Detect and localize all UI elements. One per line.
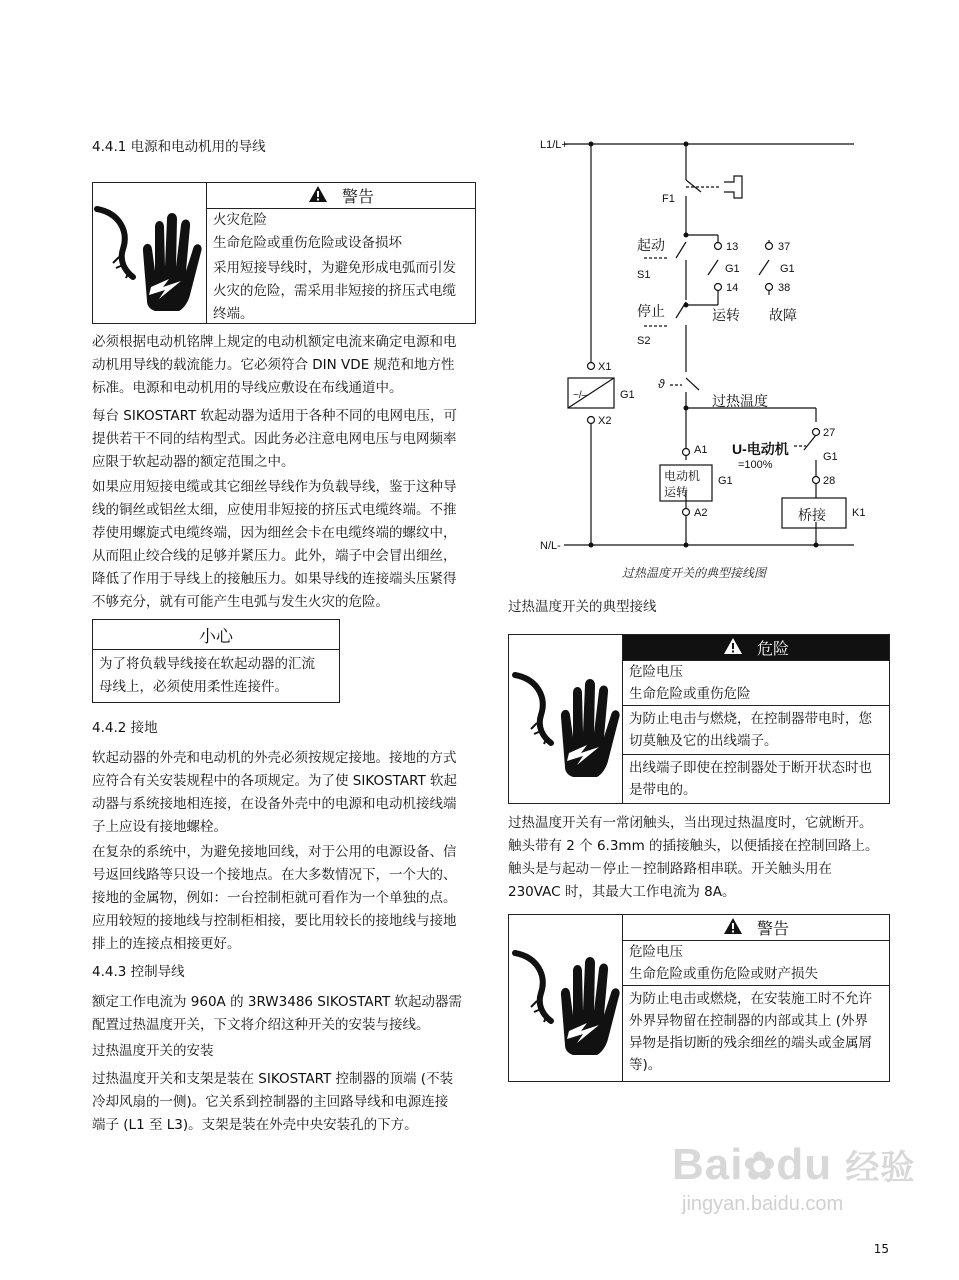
danger-body-line: 是带电的。 — [629, 782, 697, 798]
text-line: 必须根据电动机铭牌上规定的电动机额定电流来确定电源和电 — [92, 334, 457, 350]
paragraph — [92, 747, 482, 839]
paragraph — [508, 812, 894, 904]
label-a1: A1 — [694, 444, 708, 456]
section-heading-443: 4.4.3 控制导线 — [92, 964, 185, 980]
hazard-text: 火灾危险 — [213, 212, 267, 228]
right-heading: 过热温度开关的典型接线 — [508, 599, 657, 615]
warning-triangle-icon — [308, 185, 328, 207]
label-l1: L1/L+ — [540, 139, 568, 151]
shock-hazard-icon — [509, 915, 623, 1081]
text-line: 过热温度开关和支架是装在 SIKOSTART 控制器的顶端 (不装 — [92, 1071, 454, 1087]
watermark-brand-cn: 经验 — [845, 1149, 916, 1187]
inverter-symbol: ~/– — [573, 390, 588, 401]
text-line: 线的铜丝或铝丝太细，应使用非短接的挤压式电缆终端。不推 — [92, 502, 457, 518]
caution-line: 母线上，必须使用柔性连接件。 — [99, 679, 288, 695]
text-line: 提供若干不同的结构型式。因此务必注意电网电压与电网频率 — [92, 431, 457, 447]
paragraph — [92, 331, 482, 400]
hazard-text: 危险电压 — [629, 664, 683, 680]
consequence-text: 生命危险或重伤危险 — [629, 686, 751, 702]
label-umotor: U-电动机 — [732, 441, 789, 457]
label-pct: =100% — [738, 459, 773, 471]
diagram-caption: 过热温度开关的典型接线图 — [622, 566, 767, 580]
warning-title: 警告 — [756, 919, 789, 938]
shock-hazard-icon — [509, 635, 623, 803]
text-line: 额定工作电流为 960A 的 3RW3486 SIKOSTART 软起动器需 — [92, 994, 463, 1010]
label-bypass: 桥接 — [798, 507, 826, 523]
text-line: 触头带有 2 个 6.3mm 的插接触头，以便插接在控制回路上。 — [508, 838, 879, 854]
paragraph — [92, 476, 482, 614]
warning-body-line: 异物是指切断的残余细丝的端头或金属屑 — [629, 1035, 872, 1051]
label-s2: S2 — [637, 335, 651, 347]
label-x2: X2 — [598, 415, 612, 427]
label-13: 13 — [726, 241, 739, 253]
danger-body-line: 出线端子即使在控制器处于断开状态时也 — [629, 760, 872, 776]
paragraph — [92, 991, 482, 1037]
text-line: 在复杂的系统中，为避免接地回线，对于公用的电源设备、信 — [92, 844, 457, 860]
text-line: 不够充分，就有可能产生电弧与发生火灾的危险。 — [92, 594, 389, 610]
label-x1: X1 — [598, 361, 612, 373]
text-line: 应符合有关安装规程中的各项规定。为了使 SIKOSTART 软起 — [92, 773, 458, 789]
label-motor-run: 电动机 — [664, 469, 701, 483]
label-k1: K1 — [852, 507, 866, 519]
text-line: 触头是与起动－停止－控制路路相串联。开关触头用在 — [508, 861, 832, 877]
label-overheat: 过热温度 — [712, 393, 768, 409]
label-g1: G1 — [823, 451, 838, 463]
text-line: 降低了作用于导线上的接触压力。如果导线的连接端头压紧得 — [92, 571, 457, 587]
consequence-text: 生命危险或重伤危险或设备损坏 — [213, 235, 402, 251]
caution-line: 为了将负载导线接在软起动器的汇流 — [99, 656, 315, 672]
subheading: 过热温度开关的安装 — [92, 1043, 214, 1059]
page-number: 15 — [873, 1242, 889, 1256]
paragraph — [92, 405, 482, 474]
text-line: 软起动器的外壳和电动机的外壳必须按规定接地。接地的方式 — [92, 750, 457, 766]
paragraph — [92, 1068, 482, 1137]
section-heading-442: 4.4.2 接地 — [92, 720, 158, 736]
shock-hazard-icon — [93, 183, 207, 323]
watermark-brand: Bai — [672, 1140, 744, 1189]
label-27: 27 — [823, 427, 836, 439]
hazard-text: 危险电压 — [629, 944, 683, 960]
paragraph — [92, 841, 482, 956]
warning-box-fire — [92, 182, 476, 324]
warning-body-line: 火灾的危险，需采用非短接的挤压式电缆 — [213, 283, 456, 299]
warning-triangle-icon — [723, 637, 743, 659]
danger-body-line: 为防止电击与燃烧，在控制器带电时，您 — [629, 711, 872, 727]
text-line: 过热温度开关有一常闭触头，当出现过热温度时，它就断开。 — [508, 815, 873, 831]
danger-title: 危险 — [756, 639, 789, 658]
label-14: 14 — [726, 282, 739, 294]
label-theta: ϑ — [658, 377, 665, 391]
label-nl: N/L- — [540, 540, 561, 552]
label-fault: 故障 — [769, 307, 797, 323]
danger-header — [623, 635, 889, 661]
label-g1: G1 — [725, 263, 740, 275]
warning-body-line: 外界异物留在控制器的内部或其上 (外界 — [629, 1013, 869, 1029]
label-f1: F1 — [662, 193, 675, 205]
warning-header — [207, 183, 475, 209]
text-line: 动器与系统接地相连接，在设备外壳中的电源和电动机接线端 — [92, 796, 457, 812]
text-line: 冷却风扇的一侧)。它关系到控制器的主回路导线和电源连接 — [92, 1094, 449, 1110]
watermark-brand: du — [776, 1140, 833, 1189]
warning-box-voltage — [508, 914, 890, 1082]
text-line: 荐使用螺旋式电缆终端，因为细丝会卡在电缆终端的螺纹中， — [92, 525, 457, 541]
label-run: 运转 — [712, 307, 740, 323]
text-line: 如果应用短接电缆或其它细丝导线作为负载导线，鉴于这种导 — [92, 479, 457, 495]
text-line: 230VAC 时，其最大工作电流为 8A。 — [508, 884, 736, 900]
text-line: 每台 SIKOSTART 软起动器为适用于各种不同的电网电压，可 — [92, 408, 458, 424]
text-line: 接地的金属物，例如：一台控制柜就可看作为一个单独的点。 — [92, 890, 457, 906]
warning-body-line: 采用短接导线时，为避免形成电弧而引发 — [213, 260, 456, 276]
text-line: 子上应设有接地螺栓。 — [92, 819, 227, 835]
label-37: 37 — [778, 241, 791, 253]
wiring-diagram — [536, 130, 866, 560]
watermark-url: jingyan.baidu.com — [682, 1193, 844, 1215]
label-g1: G1 — [718, 475, 733, 487]
text-line: 端子 (L1 至 L3)。支架是装在外壳中央安装孔的下方。 — [92, 1117, 418, 1133]
warning-body-line: 等)。 — [629, 1057, 662, 1073]
text-line: 动机用导线的载流能力。它必须符合 DIN VDE 规范和地方性 — [92, 357, 455, 373]
text-line: 标准。电源和电动机用的导线应敷设在布线通道中。 — [92, 380, 403, 396]
text-line: 配置过热温度开关，下文将介绍这种开关的安装与接线。 — [92, 1017, 430, 1033]
label-g1: G1 — [620, 389, 635, 401]
warning-triangle-icon — [723, 917, 743, 939]
label-motor-run: 运转 — [664, 485, 689, 499]
label-stop: 停止 — [637, 303, 665, 319]
danger-box — [508, 634, 890, 804]
label-a2: A2 — [694, 507, 708, 519]
text-line: 应限于软起动器的额定范围之中。 — [92, 454, 295, 470]
baidu-watermark — [672, 1140, 915, 1216]
text-line: 应用较短的接地线与控制柜相接，要比用较长的接地线与接地 — [92, 913, 457, 929]
label-38: 38 — [778, 282, 791, 294]
warning-body-line: 为防止电击或燃烧，在安装施工时不允许 — [629, 991, 872, 1007]
warning-body-line: 终端。 — [213, 306, 254, 322]
label-28: 28 — [823, 475, 836, 487]
text-line: 排上的连接点相接更好。 — [92, 936, 241, 952]
section-heading-441: 4.4.1 电源和电动机用的导线 — [92, 139, 266, 155]
warning-title: 警告 — [341, 187, 374, 206]
label-s1: S1 — [637, 269, 651, 281]
text-line: 从而阻止绞合线的足够并紧压力。此外，端子中会冒出细丝， — [92, 548, 457, 564]
danger-body-line: 切莫触及它的出线端子。 — [629, 733, 778, 749]
label-start: 起动 — [637, 237, 665, 253]
label-g1: G1 — [780, 263, 795, 275]
caution-box — [92, 619, 340, 703]
text-line: 号返回线路等只设一个接地点。在大多数情况下，一个大的、 — [92, 867, 457, 883]
warning-header — [623, 915, 889, 941]
consequence-text: 生命危险或重伤危险或财产损失 — [629, 966, 818, 982]
caution-title: 小心 — [93, 620, 339, 650]
paw-icon: ✿ — [743, 1146, 777, 1188]
